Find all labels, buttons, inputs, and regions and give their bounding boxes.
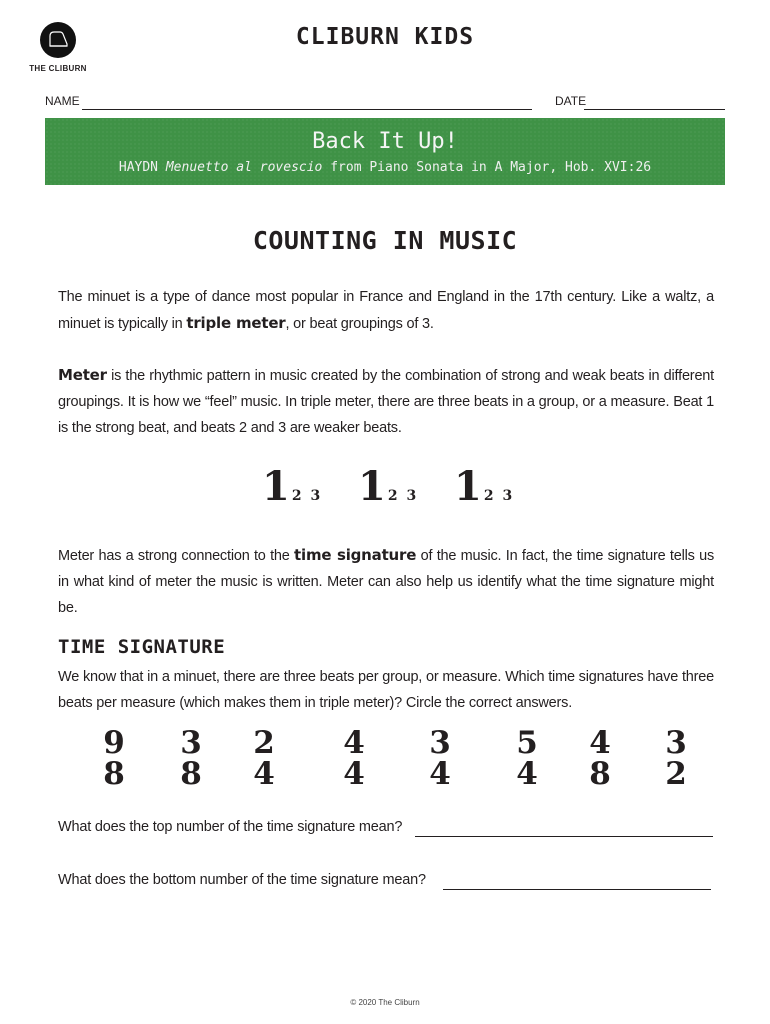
strong-beat: 1	[454, 463, 482, 510]
date-field[interactable]	[584, 109, 725, 110]
term-meter: Meter	[58, 366, 107, 384]
weak-beats: 2 3	[483, 488, 515, 504]
paragraph-meter: Meter is the rhythmic pattern in music created by the combination of strong and weak beats in different groupings. It is how we “feel” music. In triple meter, there are three beats in a group, or a measure. Beat 1 is the strong beat, and beats 2 and 3 are weaker beats.	[58, 366, 714, 436]
strong-beat: 1	[262, 463, 290, 510]
page-brand-title: CLIBURN KIDS	[295, 24, 475, 50]
time-signature-heading: TIME SIGNATURE	[58, 636, 226, 658]
question-bottom-number: What does the bottom number of the time signature mean?	[58, 872, 426, 888]
name-label: NAME	[45, 94, 80, 108]
strong-beat: 1	[358, 463, 386, 510]
time-signature-option[interactable]: 9 8	[103, 725, 125, 792]
banner-title: Back It Up!	[312, 129, 458, 154]
name-field[interactable]	[82, 109, 532, 110]
term-time-signature: time signature	[294, 546, 417, 564]
logo-text: THE CLIBURN	[29, 64, 87, 73]
time-signature-option[interactable]: 3 2	[665, 725, 687, 792]
question-top-number: What does the top number of the time signature mean?	[58, 819, 403, 835]
answer-bottom-number-field[interactable]	[443, 889, 711, 890]
time-signature-option[interactable]: 2 4	[253, 725, 275, 792]
lesson-banner	[45, 118, 725, 185]
time-signature-intro: We know that in a minuet, there are three beats per group, or measure. Which time signatures have three beats per measure (which makes them in triple meter)? Circle the correct answers.	[58, 669, 714, 711]
copyright-footer: © 2020 The Cliburn	[350, 998, 420, 1007]
time-signature-option[interactable]: 4 8	[589, 725, 611, 792]
weak-beats: 2 3	[291, 488, 323, 504]
banner-piece: Menuetto al rovescio	[165, 160, 323, 175]
date-label: DATE	[555, 94, 587, 108]
time-signature-option[interactable]: 3 8	[180, 725, 202, 792]
section-title: COUNTING IN MUSIC	[252, 226, 518, 255]
beat-group	[358, 462, 418, 512]
beat-groups	[0, 462, 770, 512]
banner-composer: HAYDN	[118, 160, 159, 175]
banner-source: from Piano Sonata in A Major, Hob. XVI:26	[330, 160, 652, 175]
term-triple-meter: triple meter	[186, 314, 286, 332]
paragraph-minuet: The minuet is a type of dance most popular in France and England in the 17th century. Like a waltz, a minuet is typically in triple meter, or beat groupings of 3.	[58, 289, 714, 332]
time-signature-option[interactable]: 3 4	[429, 725, 451, 792]
banner-subtitle	[45, 160, 725, 175]
beat-group	[454, 462, 514, 512]
time-signature-option[interactable]: 5 4	[516, 725, 538, 792]
beat-group	[262, 462, 322, 512]
weak-beats: 2 3	[387, 488, 419, 504]
paragraph-time-signature: Meter has a strong connection to the time signature of the music. In fact, the time signature tells us in what kind of meter the music is written. Meter can also help us identify what the time signature might be.	[58, 546, 714, 616]
time-signature-option[interactable]: 4 4	[343, 725, 365, 792]
answer-top-number-field[interactable]	[415, 836, 713, 837]
